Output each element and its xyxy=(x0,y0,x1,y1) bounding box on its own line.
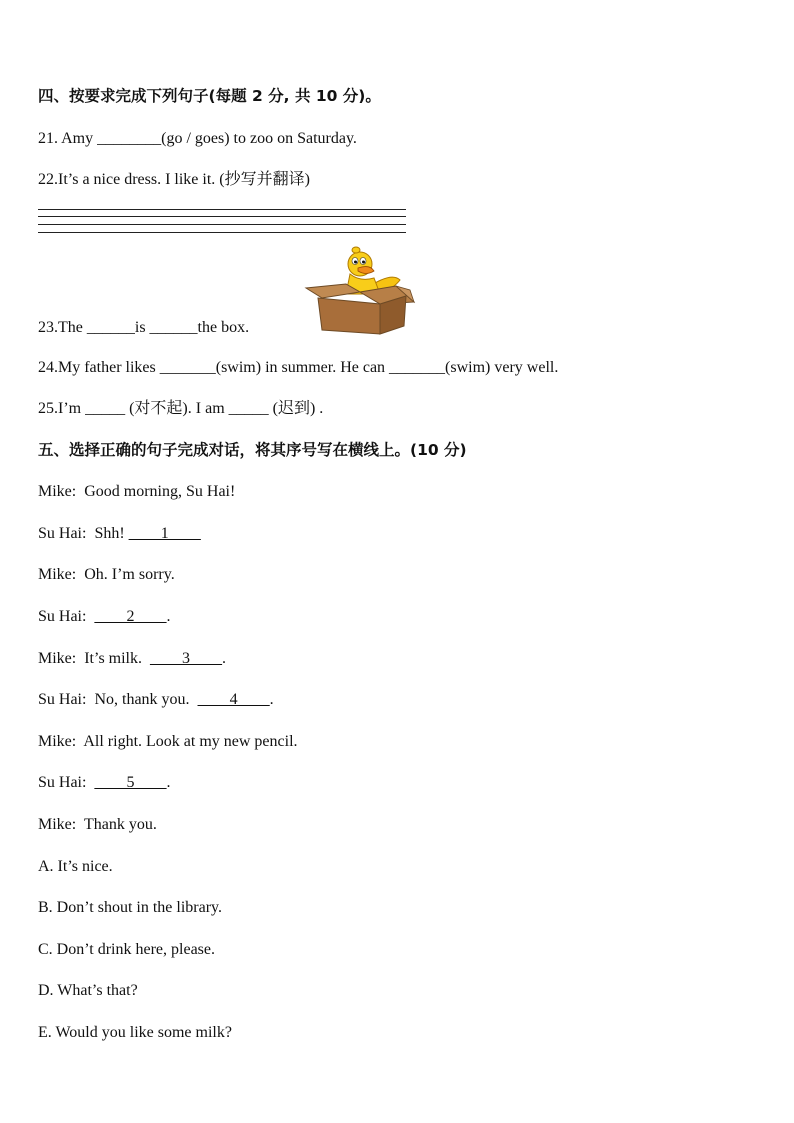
option-c: C. Don’t drink here, please. xyxy=(38,941,215,958)
option-a: A. It’s nice. xyxy=(38,858,113,875)
option-b: B. Don’t shout in the library. xyxy=(38,899,222,916)
option-d: D. What’s that? xyxy=(38,982,138,999)
dialog-line: Mike: Good morning, Su Hai! xyxy=(38,483,236,500)
dialog-line: Su Hai: ____5____. xyxy=(38,774,171,791)
question-25: 25.I’m _____ (对不起). I am _____ (迟到) . xyxy=(38,400,324,417)
answer-blank-5[interactable]: ____5____ xyxy=(94,774,167,791)
option-e: E. Would you like some milk? xyxy=(38,1024,232,1041)
question-24: 24.My father likes _______(swim) in summer. He can _______(swim) very well. xyxy=(38,359,559,376)
section5-heading: 五、选择正确的句子完成对话，将其序号写在横线上。(10 分) xyxy=(38,441,467,459)
dialog-line: Su Hai: No, thank you. ____4____. xyxy=(38,691,274,708)
writing-line-3 xyxy=(38,224,406,225)
answer-blank-4[interactable]: ____4____ xyxy=(197,691,270,708)
duck-in-box-illustration xyxy=(300,244,420,336)
question-21: 21. Amy ________(go / goes) to zoo on Saturday. xyxy=(38,130,357,147)
dialog-line: Mike: Thank you. xyxy=(38,816,157,833)
dialog-line: Mike: Oh. I’m sorry. xyxy=(38,566,175,583)
answer-blank-3[interactable]: ____3____ xyxy=(150,650,222,667)
answer-blank-2[interactable]: ____2____ xyxy=(94,608,167,625)
writing-line-1 xyxy=(38,209,406,210)
section4-heading: 四、按要求完成下列句子(每题 2 分, 共 10 分)。 xyxy=(38,87,381,105)
writing-line-4 xyxy=(38,232,406,233)
writing-line-2 xyxy=(38,216,406,217)
answer-blank-1[interactable]: ____1____ xyxy=(128,525,201,542)
dialog-line: Mike: All right. Look at my new pencil. xyxy=(38,733,298,750)
question-22: 22.It’s a nice dress. I like it. (抄写并翻译) xyxy=(38,171,310,188)
dialog-line: Su Hai: Shh! ____1____ xyxy=(38,525,201,542)
dialog-line: Mike: It’s milk. ____3____. xyxy=(38,650,226,667)
question-23: 23.The ______is ______the box. xyxy=(38,319,250,336)
dialog-line: Su Hai: ____2____. xyxy=(38,608,171,625)
